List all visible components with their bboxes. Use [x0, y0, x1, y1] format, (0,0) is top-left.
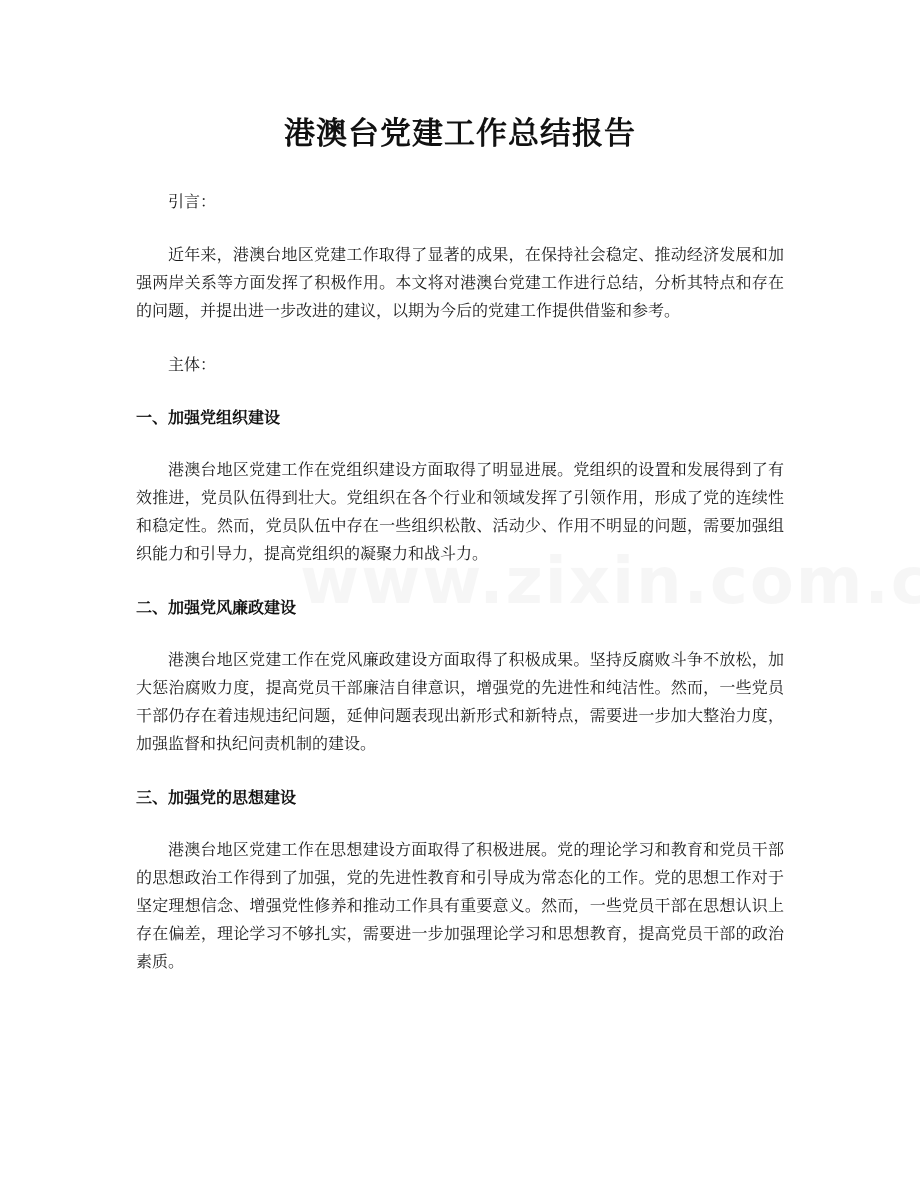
section-heading-2: 二、加强党风廉政建设	[136, 598, 297, 617]
intro-paragraph: 近年来，港澳台地区党建工作取得了显著的成果，在保持社会稳定、推动经济发展和加强两岸关系等方面发挥了积极作用。本文将对港澳台党建工作进行总结，分析其特点和存在的问题，并提出进一步改进的建议，以期为今后的党建工作提供借鉴和参考。	[136, 245, 784, 320]
document-body	[136, 188, 784, 1002]
section-heading-1: 一、加强党组织建设	[136, 408, 281, 427]
section-heading-3: 三、加强党的思想建设	[136, 788, 297, 807]
section-paragraph-1: 港澳台地区党建工作在党组织建设方面取得了明显进展。党组织的设置和发展得到了有效推进，党员队伍得到壮大。党组织在各个行业和领域发挥了引领作用，形成了党的连续性和稳定性。然而，党员队伍中存在一些组织松散、活动少、作用不明显的问题，需要加强组织能力和引导力，提高党组织的凝聚力和战斗力。	[136, 460, 784, 563]
intro-label: 引言：	[168, 192, 217, 211]
document-title: 港澳台党建工作总结报告	[284, 116, 636, 152]
section-paragraph-2: 港澳台地区党建工作在党风廉政建设方面取得了积极成果。坚持反腐败斗争不放松，加大惩治腐败力度，提高党员干部廉洁自律意识，增强党的先进性和纯洁性。然而，一些党员干部仍存在着违规违纪问题，延伸问题表现出新形式和新特点，需要进一步加大整治力度，加强监督和执纪问责机制的建设。	[136, 650, 784, 753]
body-label: 主体：	[168, 355, 217, 374]
section-paragraph-3: 港澳台地区党建工作在思想建设方面取得了积极进展。党的理论学习和教育和党员干部的思想政治工作得到了加强，党的先进性教育和引导成为常态化的工作。党的思想工作对于坚定理想信念、增强党性修养和推动工作具有重要意义。然而，一些党员干部在思想认识上存在偏差，理论学习不够扎实，需要进一步加强理论学习和思想教育，提高党员干部的政治素质。	[136, 840, 784, 971]
